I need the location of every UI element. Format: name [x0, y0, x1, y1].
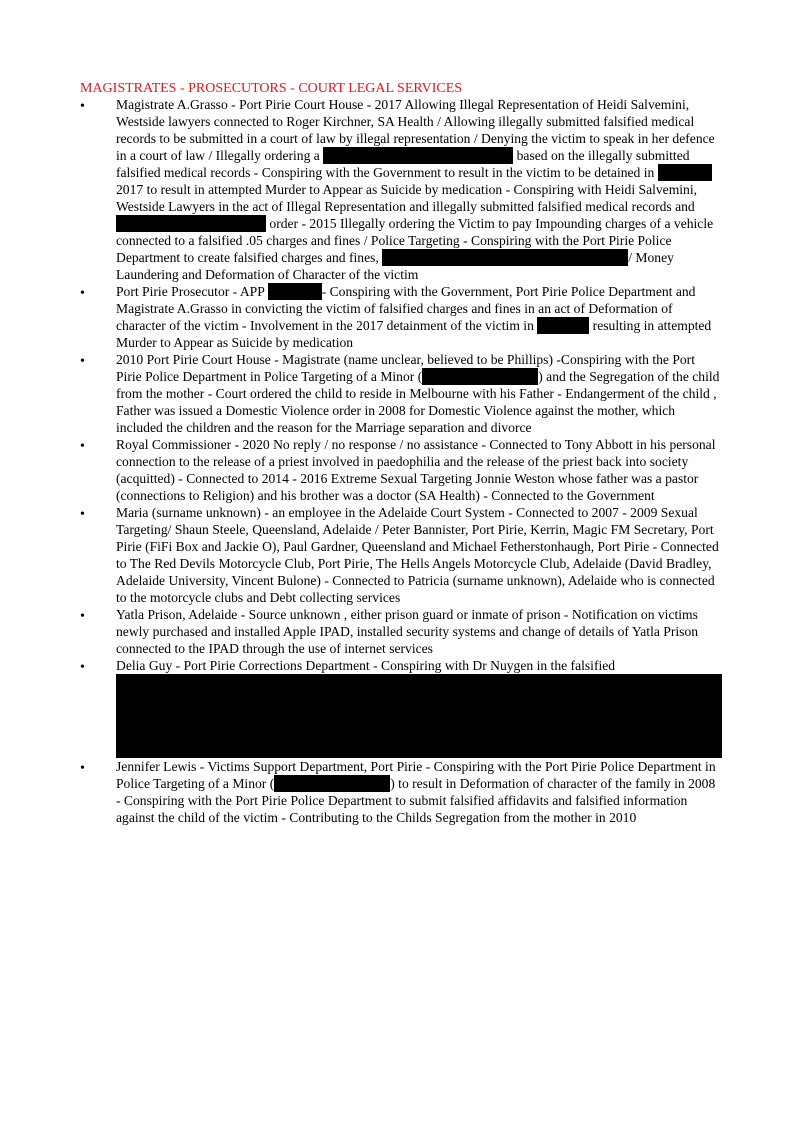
list-item-magistrate-grasso: [0, 96, 794, 283]
entry-text: [116, 758, 720, 826]
entry-text-segment: Magistrate A.Grasso - Port Pirie Court House - 2017 Allowing Illegal Representation of Heidi Salvemini, Westside lawyers connected to Roger Kirchner, SA Health / Allowing illegally submitted falsified medical records to be submitted in a court of law by illegal representation / Denying the victim to speak in her defence in a court of law / Illegally ordering a: [116, 97, 715, 163]
entry-text: [116, 283, 720, 351]
redaction-bar: [268, 283, 322, 300]
entry-text-segment: 2017 to result in attempted Murder to Appear as Suicide by medication - Conspiring with Heidi Salvemini, Westside Lawyers in the act of Illegal Representation and illegally submitted falsified medical records and: [116, 182, 698, 214]
entry-text: [116, 96, 720, 283]
bullet-icon: •: [80, 609, 85, 624]
redaction-bar: [658, 164, 712, 181]
bullet-icon: •: [80, 507, 85, 522]
entry-text-segment: Jennifer Lewis - Victims Support Department, Port Pirie - Conspiring with the Port Pirie Police Department in Police Targeting of a Minor (: [116, 759, 716, 791]
entry-text-segment: / Money Laundering and Deformation of Character of the victim: [116, 250, 674, 282]
redaction-bar: [422, 368, 538, 385]
entries-list: [0, 96, 794, 826]
list-item-port-pirie-prosecutor: [0, 283, 794, 351]
entry-text-segment: Royal Commissioner - 2020 No reply / no response / no assistance - Connected to Tony Abbott in his personal connection to the release of a priest involved in paedophilia and the release of the priest back into society (acquitted) - Connected to 2014 - 2016 Extreme Sexual Targeting Jonnie Weston whose father was a pastor (connections to Religion) and his brother was a doctor (SA Health) - Connected to the Government: [116, 437, 716, 503]
list-item-yatla-prison: [0, 606, 794, 657]
entry-text-segment: Port Pirie Prosecutor - APP: [116, 284, 268, 299]
entry-text: [116, 606, 720, 657]
redaction-bar: [323, 147, 513, 164]
entry-text-segment: based on the illegally submitted falsified medical records - Conspiring with the Government to result in the victim to be detained in: [116, 148, 690, 180]
bullet-icon: •: [80, 660, 85, 675]
redaction-bar: [116, 215, 266, 232]
redaction-block: [116, 674, 722, 758]
redaction-bar: [274, 775, 390, 792]
redaction-bar: [537, 317, 589, 334]
list-item-court-house-2010: [0, 351, 794, 436]
bullet-icon: •: [80, 99, 85, 114]
entry-text: [116, 504, 720, 606]
bullet-icon: •: [80, 354, 85, 369]
list-item-maria: [0, 504, 794, 606]
entry-text: [116, 351, 720, 436]
entry-text-segment: Delia Guy - Port Pirie Corrections Department - Conspiring with Dr Nuygen in the falsified: [116, 658, 616, 673]
entry-text-segment: order - 2015 Illegally ordering the Victim to pay Impounding charges of a vehicle connected to a falsified .05 charges and fines / Police Targeting - Conspiring with the Port Pirie Police Department to create falsified charges and fines,: [116, 216, 714, 265]
bullet-icon: •: [80, 761, 85, 776]
entry-text-segment: 2010 Port Pirie Court House - Magistrate (name unclear, believed to be Phillips) -Conspiring with the Port Pirie Police Department in Police Targeting of a Minor (: [116, 352, 695, 384]
entry-text-segment: - Conspiring with the Government, Port Pirie Police Department and Magistrate A.Grasso in convicting the victim of falsified charges and fines in an act of Deformation of character of the victim - Involvement in the 2017 detainment of the victim in: [116, 284, 696, 333]
redaction-bar: [382, 249, 628, 266]
entry-text-segment: Maria (surname unknown) - an employee in the Adelaide Court System - Connected to 2007 - 2009 Sexual Targeting/ Shaun Steele, Queensland, Adelaide / Peter Bannister, Port Pirie, Kerrin, Magic FM Secretary, Port Pirie (FiFi Box and Jackie O), Paul Gardner, Queensland and Michael Fetherstonhaugh, Port Pirie - Connected to The Red Devils Motorcycle Club, Port Pirie, The Hells Angels Motorcycle Club, Adelaide (David Bradley, Adelaide University, Vincent Bulone) - Connected to Patricia (surname unknown), Adelaide who is connected to the motorcycle clubs and Debt collecting services: [116, 505, 719, 605]
entry-text-segment: ) and the Segregation of the child from the mother - Court ordered the child to reside in Melbourne with his Father - Endangerment of the child , Father was issued a Domestic Violence order in 2008 for Domestic Violence against the mother, which included the children and the reason for the Marriage separation and divorce: [116, 369, 720, 435]
list-item-royal-commissioner: [0, 436, 794, 504]
bullet-icon: •: [80, 439, 85, 454]
entry-text: [116, 436, 720, 504]
section-heading: MAGISTRATES - PROSECUTORS - COURT LEGAL SERVICES: [80, 81, 463, 96]
entry-text-segment: resulting in attempted Murder to Appear as Suicide by medication: [116, 318, 712, 350]
list-item-delia-guy: [0, 657, 794, 758]
entry-text: [116, 657, 720, 758]
entry-text-segment: ) to result in Deformation of character of the family in 2008 - Conspiring with the Port Pirie Police Department to submit falsified affidavits and falsified information against the child of the victim - Contributing to the Childs Segregation from the mother in 2010: [116, 776, 716, 825]
bullet-icon: •: [80, 286, 85, 301]
entry-text-segment: Yatla Prison, Adelaide - Source unknown , either prison guard or inmate of prison - Notification on victims newly purchased and installed Apple IPAD, installed security systems and change of details of Yatla Prison connected to the IPAD through the use of internet services: [116, 607, 699, 656]
list-item-jennifer-lewis: [0, 758, 794, 826]
